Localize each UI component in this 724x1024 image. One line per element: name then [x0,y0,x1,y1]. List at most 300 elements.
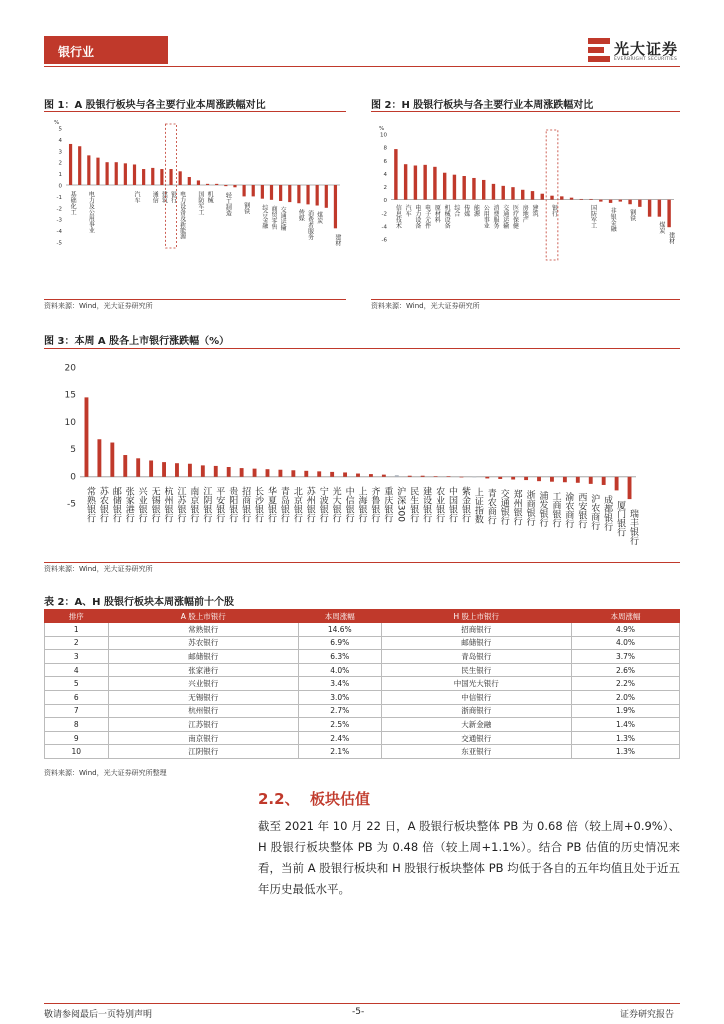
bar [628,477,632,499]
bar [243,185,246,196]
bar [343,472,347,476]
bar [524,477,528,480]
x-tick-label: 渝农商行 [563,492,574,529]
bar [414,166,417,200]
y-tick-label: 1 [58,172,62,179]
y-tick-label: 4 [383,171,387,178]
table-row [45,636,680,650]
y-tick-label: -5 [56,240,62,247]
y-tick-label: 0 [58,183,62,190]
table-cell: 2.0% [572,690,680,704]
bar [78,146,81,185]
bar [394,149,397,200]
bar [136,458,140,476]
bar [395,475,399,477]
table-cell: 1.9% [572,704,680,718]
bar [443,173,446,200]
y-tick-label: -2 [381,211,387,218]
y-tick-label: 3 [58,149,62,156]
x-tick-label: 综合金融 [260,204,268,229]
x-tick-label: 电力设备 [413,204,421,229]
bar [87,155,90,185]
y-tick-label: 15 [64,390,76,401]
bar [404,164,407,199]
fig1-title-rule [44,111,346,112]
x-tick-label: 消费者服务 [306,210,314,241]
x-tick-label: 平安银行 [214,486,225,523]
x-tick-label: 交通运输 [501,204,509,229]
bar [97,439,101,477]
bar [421,476,425,477]
section-paragraph: 截至 2021 年 10 月 22 日，A 股银行板块整体 PB 为 0.68 倍（较上周+0.9%）、H 股银行板块整体 PB 为 0.48 倍（较上周+1.1%）。结合 PB 估值的历史情况来看，当前 A 股银行板块和 H 股银行板块整体 PB 均低于各自的五年均值且处于近五年历史最低水平。 [258,819,680,896]
x-tick-label: 厦门银行 [615,500,626,537]
table-cell: 杭州银行 [108,704,299,718]
table-cell: 中信银行 [381,690,572,704]
y-tick-label: -6 [381,237,387,244]
x-tick-label: 传媒 [462,204,470,217]
table-cell: 2.7% [299,704,382,718]
bar [382,475,386,477]
footer-disclaimer: 敬请参阅最后一页特别声明 [44,1010,153,1020]
x-tick-label: 国防军工 [196,191,204,215]
x-tick-label: 紫金银行 [459,486,470,523]
x-tick-label: 电子元件 [423,204,431,229]
bar [133,164,136,185]
bar [316,185,319,206]
bar [69,144,72,185]
table-cell: 4.0% [572,636,680,650]
x-tick-label: 钢铁 [242,202,250,215]
x-tick-label: 信息技术 [394,204,402,229]
x-tick-label: 交通运输 [279,206,287,231]
footer-rule [44,1003,680,1004]
table-cell: 9 [45,731,109,745]
bar [151,168,154,185]
x-tick-label: 原材料 [433,204,441,223]
bar [550,477,554,482]
x-tick-label: 非银金融 [609,207,617,232]
bar [472,178,475,200]
table-header-cell: A 股上市银行 [108,610,299,623]
x-tick-label: 汽车 [404,204,412,217]
bar [278,470,282,477]
x-tick-label: 江苏银行 [175,486,186,523]
bar [96,158,99,185]
table-cell: 招商银行 [381,623,572,637]
x-tick-label: 沪深300 [395,486,406,522]
bar [85,397,89,476]
section-number: 2.2、 [258,790,300,808]
bar [447,476,451,477]
footer-report-type: 证券研究报告 [620,1010,675,1020]
table-cell: 1.3% [572,745,680,759]
y-tick-label: -3 [56,217,62,224]
table2 [44,609,680,759]
bar [288,185,291,202]
x-tick-label: 民生银行 [408,486,419,523]
table-cell: 2.1% [299,745,382,759]
x-tick-label: 建材 [667,232,675,245]
bar [609,200,612,203]
x-tick-label: 公用事业 [482,204,490,229]
table-cell: 无锡银行 [108,690,299,704]
y-axis-unit: % [54,120,60,126]
fig2-chart [371,114,680,298]
x-tick-label: 苏州银行 [304,486,315,523]
x-tick-label: 华夏银行 [265,486,276,523]
table-cell: 2.2% [572,677,680,691]
table-cell: 2 [45,636,109,650]
table-cell: 浙商银行 [381,704,572,718]
y-tick-label: 0 [70,472,76,483]
y-tick-label: -4 [56,229,62,236]
brand-logo-icon [588,38,610,62]
x-tick-label: 郑州银行 [511,489,522,526]
table-cell: 4.9% [572,623,680,637]
x-tick-label: 瑞丰银行 [628,509,639,546]
bar [433,167,436,200]
bar [206,184,209,185]
bar [233,185,236,187]
y-tick-label: 2 [58,160,62,167]
x-tick-label: 机械 [206,191,214,203]
table-header-cell: 本周涨幅 [572,610,680,623]
bar [214,466,218,477]
bar [434,476,438,477]
section-title: 板块估值 [310,790,371,808]
y-tick-label: -5 [67,499,76,510]
x-tick-label: 建设银行 [421,486,432,523]
x-tick-label: 齐鲁银行 [369,486,380,523]
x-tick-label: 国防军工 [589,204,597,229]
x-tick-label: 招商银行 [240,486,251,523]
bar [369,474,373,477]
table-cell: 1.3% [572,731,680,745]
bar [638,200,641,207]
table-cell: 江苏银行 [108,718,299,732]
x-tick-label: 张家港行 [123,486,134,523]
bar [253,469,257,477]
x-tick-label: 中国银行 [447,486,458,523]
table-header-cell: 本周涨幅 [299,610,382,623]
x-tick-label: 传媒 [297,209,305,222]
table-cell: 8 [45,718,109,732]
bar [628,200,631,205]
x-tick-label: 医疗保健 [511,204,519,229]
bar [589,199,592,200]
x-tick-label: 工商银行 [550,491,561,528]
table-cell: 交通银行 [381,731,572,745]
x-tick-label: 房地产 [521,204,529,223]
bar [201,465,205,476]
bar [576,477,580,483]
x-tick-label: 常熟银行 [84,486,95,523]
table-cell: 10 [45,745,109,759]
fig2-source-rule [371,299,680,300]
bar [550,196,553,200]
bar [227,467,231,477]
x-tick-label: 中信银行 [343,486,354,523]
table-cell: 7 [45,704,109,718]
bar [462,176,465,200]
bar [149,460,153,476]
bar [615,477,619,491]
table-cell: 6.9% [299,636,382,650]
fig3-title-rule [44,348,680,349]
bar [498,477,502,479]
x-tick-label: 煤炭 [657,221,665,234]
bar [460,477,464,478]
table-cell: 邮储银行 [108,650,299,664]
table-cell: 兴业银行 [108,677,299,691]
bar [297,185,300,203]
bar [325,185,328,208]
table-cell: 民生银行 [381,663,572,677]
fig1-title: 图 1：A 股银行板块与各主要行业本周涨跌幅对比 [44,100,266,111]
table-cell: 1.4% [572,718,680,732]
bar [224,185,227,186]
bar [537,477,541,481]
x-tick-label: 南京银行 [188,486,199,523]
bar [570,198,573,200]
bar [541,194,544,200]
table-cell: 苏农银行 [108,636,299,650]
table-row [45,704,680,718]
x-tick-label: 兴业银行 [136,486,147,523]
x-tick-label: 浙商银行 [524,490,535,527]
bar [162,462,166,477]
y-tick-label: 5 [58,126,62,133]
y-tick-label: 2 [383,185,387,191]
y-tick-label: -2 [56,206,62,213]
bar [123,455,127,477]
x-tick-label: 汽车 [133,191,140,203]
bar [492,184,495,200]
bar [175,463,179,477]
table-cell: 3.4% [299,677,382,691]
bar [266,469,270,477]
bar [169,169,172,185]
fig1-source-rule [44,299,346,300]
table-cell: 东亚银行 [381,745,572,759]
bar [334,185,337,228]
fig2-title-rule [371,111,680,112]
x-tick-label: 西安银行 [576,492,587,529]
x-tick-label: 能源 [472,204,480,217]
bar [472,477,476,478]
fig1-source: 资料来源：Wind，光大证券研究所 [44,302,153,310]
x-tick-label: 银行 [550,204,558,217]
x-tick-label: 北京银行 [291,486,302,523]
bar [531,191,534,200]
x-tick-label: 重庆银行 [382,486,393,523]
bar [453,175,456,200]
bar [279,185,282,201]
x-tick-label: 青岛银行 [278,486,289,523]
bar [511,187,514,199]
bar [261,185,264,199]
brand-name: 光大证券 [614,40,679,58]
x-tick-label: 江阴银行 [201,486,212,523]
x-tick-label: 综合 [452,204,460,217]
bar [619,200,622,202]
table-cell: 4 [45,663,109,677]
table-cell: 张家港行 [108,663,299,677]
bar [110,443,114,477]
y-tick-label: -1 [56,194,62,201]
table-row [45,745,680,759]
x-tick-label: 通信 [151,191,159,203]
x-tick-label: 银行 [169,191,177,203]
bar [648,200,651,217]
bar [215,184,218,185]
bar [160,169,163,185]
x-tick-label: 杭州银行 [162,486,173,523]
table-row [45,731,680,745]
x-tick-label: 煤炭 [315,211,323,224]
y-tick-label: 4 [58,137,62,144]
y-tick-label: -4 [381,224,387,231]
table-row [45,718,680,732]
x-tick-label: 沪农商行 [589,493,600,530]
x-tick-label: 消费服务 [491,204,499,229]
table-cell: 1 [45,623,109,637]
x-tick-label: 基础化工 [69,191,77,215]
bar [106,162,109,185]
table-cell: 2.6% [572,663,680,677]
footer-page-number: -5- [352,1007,365,1017]
bar [317,471,321,476]
y-tick-label: 0 [383,198,387,205]
x-tick-label: 青农商行 [485,488,496,525]
bar [188,464,192,477]
table-cell: 3 [45,650,109,664]
x-tick-label: 长沙银行 [253,486,264,523]
x-tick-label: 电力设备及新能源 [178,191,186,239]
bar [511,477,515,480]
x-tick-label: 交通银行 [498,488,509,525]
x-tick-label: 无锡银行 [149,486,160,523]
table-row [45,623,680,637]
y-tick-label: 8 [383,145,387,152]
table2-source: 资料来源：Wind，光大证券研究所整理 [44,769,167,777]
bar [602,477,606,485]
y-tick-label: 20 [64,363,76,374]
fig1-chart [44,114,346,298]
bar [502,186,505,200]
bar [197,180,200,185]
x-tick-label: 上证指数 [472,487,483,524]
table-cell: 常熟银行 [108,623,299,637]
table2-title: 表 2：A、H 股银行板块本周涨幅前十个股 [44,597,235,608]
x-tick-label: 建材 [333,234,341,247]
table-row [45,663,680,677]
table-cell: 5 [45,677,109,691]
table-cell: 中国光大银行 [381,677,572,691]
y-axis-unit: % [379,126,385,132]
x-tick-label: 贵阳银行 [227,486,238,523]
table-cell: 2.4% [299,731,382,745]
highlight-box [166,124,177,248]
x-tick-label: 建筑 [531,204,538,217]
bar [330,472,334,477]
table-cell: 3.7% [572,650,680,664]
x-tick-label: 电力及公用事业 [87,191,95,233]
bar [423,165,426,200]
table-cell: 大新金融 [381,718,572,732]
x-tick-label: 光大银行 [330,486,341,523]
bar [667,200,670,228]
y-tick-label: 10 [380,132,387,139]
section-name: 银行业 [58,45,95,59]
table-row [45,650,680,664]
bar [304,471,308,477]
bar [252,185,255,196]
header-rule [44,66,680,67]
x-tick-label: 成都银行 [602,494,613,531]
fig2-title: 图 2：H 股银行板块与各主要行业本周涨跌幅对比 [371,100,594,111]
highlight-box [546,130,558,260]
bar [599,200,602,202]
bar [124,163,127,185]
bar [240,468,244,477]
bar [179,171,182,185]
bar [658,200,661,217]
bar [482,180,485,200]
bar [356,474,360,477]
table-row [45,677,680,691]
y-tick-label: 6 [383,158,387,165]
table-cell: 3.0% [299,690,382,704]
fig3-source: 资料来源：Wind，光大证券研究所 [44,565,153,573]
bar [188,177,191,185]
x-tick-label: 建筑 [160,191,168,203]
y-tick-label: 10 [64,417,76,428]
fig2-source: 资料来源：Wind，光大证券研究所 [371,302,480,310]
bar [142,169,145,185]
x-tick-label: 上海银行 [356,486,367,523]
fig3-source-rule [44,562,680,563]
fig3-title: 图 3：本周 A 股各上市银行涨跌幅（%） [44,336,230,347]
table-cell: 青岛银行 [381,650,572,664]
x-tick-label: 钢铁 [628,209,636,222]
bar [521,190,524,200]
table-row [45,690,680,704]
table-cell: 江阴银行 [108,745,299,759]
table-cell: 南京银行 [108,731,299,745]
bar [306,185,309,204]
x-tick-label: 浦发银行 [537,491,548,528]
x-tick-label: 邮储银行 [110,486,121,523]
table-header-row [45,610,680,623]
table-cell: 4.0% [299,663,382,677]
table-cell: 6.3% [299,650,382,664]
bar [408,476,412,477]
x-tick-label: 苏农银行 [97,486,108,523]
y-tick-label: 5 [70,445,76,456]
table-header-cell: 排序 [45,610,109,623]
bar [560,196,563,199]
bar [580,199,583,200]
table-cell: 2.5% [299,718,382,732]
table-cell: 邮储银行 [381,636,572,650]
bar [270,185,273,200]
table-header-cell: H 股上市银行 [381,610,572,623]
bar [115,162,118,185]
brand-name-en: EVERBRIGHT SECURITIES [614,57,678,62]
bar [291,470,295,477]
bar [589,477,593,484]
